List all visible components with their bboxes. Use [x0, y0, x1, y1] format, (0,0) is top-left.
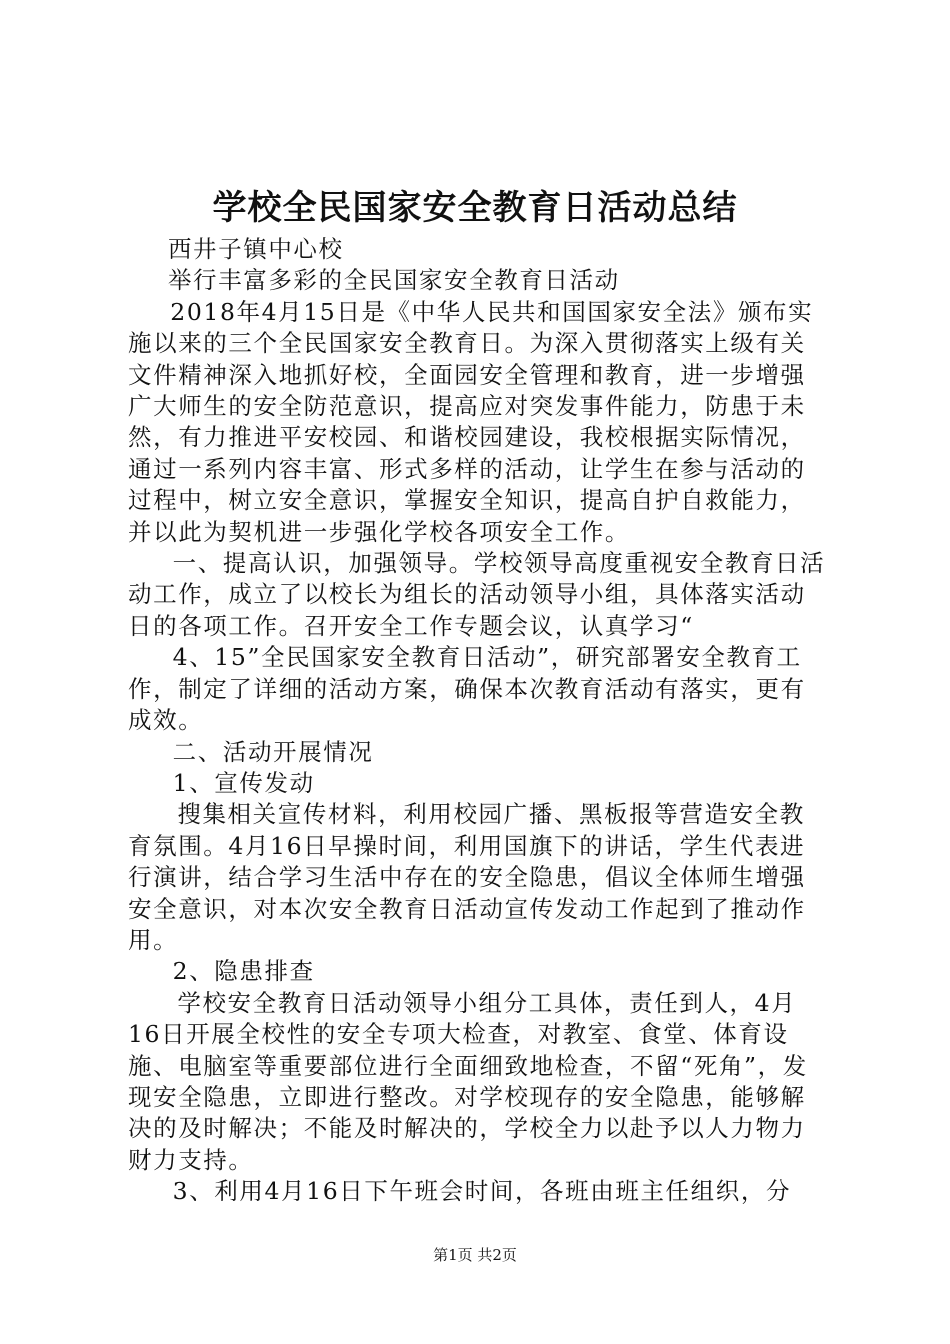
section-paragraph: 一、提高认识，加强领导。学校领导高度重视安全教育日活动工作，成立了以校长为组长的活动领导小组，具体落实活动日的各项工作。召开安全工作专题会议，认真学习“	[128, 549, 826, 640]
page-footer: 第1页 共2页	[433, 1246, 517, 1264]
body-paragraph: 学校安全教育日活动领导小组分工具体，责任到人，4月16日开展全校性的安全专项大检查，对教室、食堂、体育设施、电脑室等重要部位进行全面细致地检查，不留“死角”，发现安全隐患，立即进行整改。对学校现存的安全隐患，能够解决的及时解决；不能及时解决的，学校全力以赴予以人力物力财力支持。	[128, 988, 808, 1174]
body-paragraph: 3、利用4月16日下午班会时间，各班由班主任组织，分	[172, 1177, 792, 1206]
body-paragraph: 搜集相关宣传材料，利用校园广播、黑板报等营造安全教育氛围。4月16日早操时间，利用国旗下的讲话，学生代表进行演讲，结合学习生活中存在的安全隐患，倡议全体师生增强安全意识，对本次安全教育日活动宣传发动工作起到了推动作用。	[128, 800, 806, 954]
subtitle-line: 举行丰富多彩的全民国家安全教育日活动	[167, 266, 620, 295]
document-body	[128, 234, 828, 1208]
author-line: 西井子镇中心校	[167, 235, 344, 263]
document-title: 学校全民国家安全教育日活动总结	[212, 188, 738, 228]
subsection-heading: 2、隐患排查	[172, 957, 315, 986]
body-paragraph: 4、15”全民国家安全教育日活动”，研究部署安全教育工作，制定了详细的活动方案，确保本次教育活动有落实，更有成效。	[128, 643, 806, 735]
body-paragraph: 2018年4月15日是《中华人民共和国国家安全法》颁布实施以来的三个全民国家安全教育日。为深入贯彻落实上级有关文件精神深入地抓好校，全面园安全管理和教育，进一步增强广大师生的安全防范意识，提高应对突发事件能力，防患于未然，有力推进平安校园、和谐校园建设，我校根据实际情况，通过一系列内容丰富、形式多样的活动，让学生在参与活动的过程中，树立安全意识，掌握安全知识，提高自护自救能力，并以此为契机进一步强化学校各项安全工作。	[128, 297, 814, 546]
section-heading: 二、活动开展情况	[172, 737, 374, 766]
subsection-heading: 1、宣传发动	[172, 768, 315, 797]
